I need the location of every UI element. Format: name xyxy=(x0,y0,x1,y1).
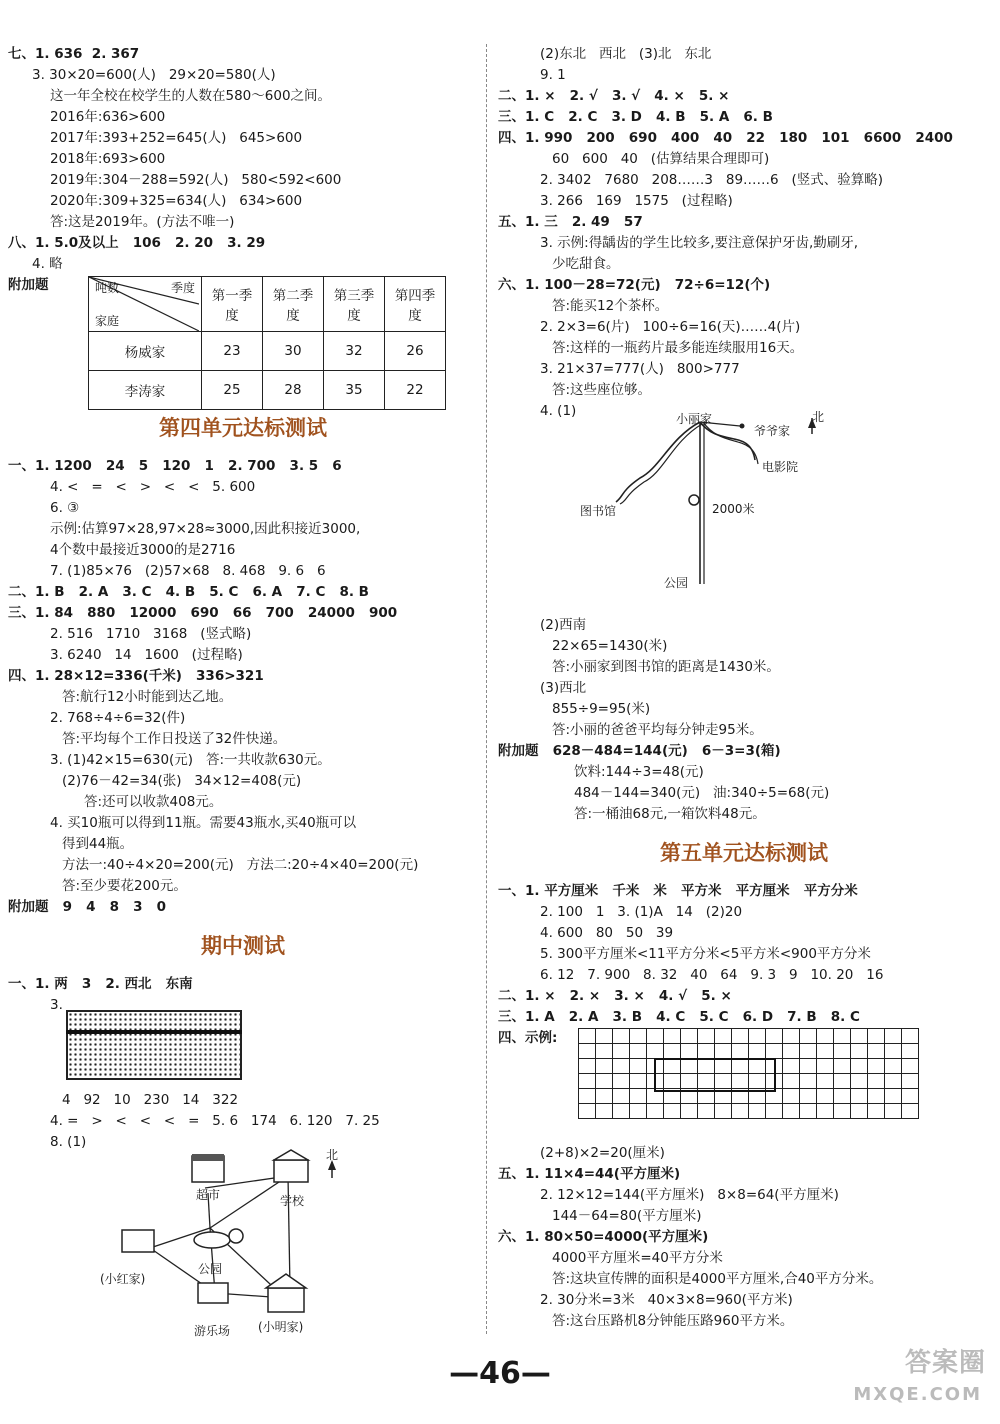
map-label-playground: 游乐场 xyxy=(194,1324,231,1338)
answer-line: 得到44瓶。 xyxy=(62,836,134,852)
answer-line: 附加题 9 4 8 3 0 xyxy=(8,899,166,915)
school-icon xyxy=(274,1160,308,1182)
answer-line: 4. (1) xyxy=(540,403,577,419)
answer-line: 二、1. B 2. A 3. C 4. B 5. C 6. A 7. C 8. B xyxy=(8,584,369,600)
answer-line: 五、1. 三 2. 49 57 xyxy=(498,214,643,230)
park-tree-icon xyxy=(229,1229,243,1243)
map-label-cinema: 电影院 xyxy=(762,460,799,474)
answer-line: 3. (1)42×15=630(元) 答:一共收款630元。 xyxy=(50,752,331,768)
left-column xyxy=(8,44,478,1153)
answer-line: 484－144=340(元) 油:340÷5=68(元) xyxy=(574,785,830,801)
header-tons: 吨数 xyxy=(95,281,120,295)
answer-line: 答:一桶油68元,一箱饮料48元。 xyxy=(574,806,766,822)
answer-line: 答:航行12小时能到达乙地。 xyxy=(62,689,233,705)
map-label-north: 北 xyxy=(812,410,825,424)
table-cell: 26 xyxy=(385,332,446,371)
house-icon xyxy=(122,1230,154,1252)
answer-line: 答:这些座位够。 xyxy=(552,382,652,398)
answer-line: 四、1. 990 200 690 400 40 22 180 101 6600 2400 xyxy=(498,130,953,146)
table-cell: 30 xyxy=(263,332,324,371)
answer-line: 4个数中最接近3000的是2716 xyxy=(50,542,236,558)
answer-line: 3. 示例:得龋齿的学生比较多,要注意保护牙齿,勤刷牙, xyxy=(540,235,859,251)
answer-line: 8. (1) xyxy=(50,1134,87,1150)
answer-line: 饮料:144÷3=48(元) xyxy=(574,764,704,780)
answer-line: 三、1. C 2. C 3. D 4. B 5. A 6. B xyxy=(498,109,773,125)
map-label-north: 北 xyxy=(326,1148,339,1162)
answer-line: 一、1. 平方厘米 千米 米 平方米 平方厘米 平方分米 xyxy=(498,883,858,899)
watermark-logo: 答案圈 xyxy=(904,1348,986,1378)
header-season: 季度 xyxy=(170,281,195,295)
answer-line: 答:这块宣传牌的面积是4000平方厘米,合40平方分米。 xyxy=(552,1271,883,1287)
table-cell: 23 xyxy=(202,332,263,371)
map-label-park: 公园 xyxy=(664,576,689,590)
map-label-school: 学校 xyxy=(280,1194,305,1208)
location-marker xyxy=(689,495,699,505)
house-icon xyxy=(268,1288,304,1312)
answer-line: 答:这样的一瓶药片最多能连续服用16天。 xyxy=(552,340,804,356)
answer-line: 方法一:40÷4×20=200(元) 方法二:20÷4×40=200(元) xyxy=(62,857,419,873)
answer-line: 2. 2×3=6(片) 100÷6=16(天)……4(片) xyxy=(540,319,801,335)
answer-line: 三、1. 84 880 12000 690 66 700 24000 900 xyxy=(8,605,398,621)
column-header: 第二季度 xyxy=(263,277,324,332)
answer-line: 2018年:693>600 xyxy=(50,151,166,167)
right-column xyxy=(498,44,990,1332)
answer-line: 2020年:309+325=634(人) 634>600 xyxy=(50,193,303,209)
answer-line: 2019年:304－288=592(人) 580<592<600 xyxy=(50,172,342,188)
dot-grid-figure xyxy=(66,1010,242,1080)
table-cell: 22 xyxy=(385,371,446,410)
answer-line: 2017年:393+252=645(人) 645>600 xyxy=(50,130,303,146)
answer-line: 四、示例: xyxy=(498,1030,558,1046)
answer-line: 4. 略 xyxy=(32,256,63,272)
answer-line: 2. 12×12=144(平方厘米) 8×8=64(平方厘米) xyxy=(540,1187,839,1203)
answer-line: 一、1. 两 3 2. 西北 东南 xyxy=(8,976,193,992)
map-label-distance: 2000米 xyxy=(712,502,755,516)
table-cell: 35 xyxy=(324,371,385,410)
answer-line: (2)76－42=34(张) 34×12=408(元) xyxy=(62,773,302,789)
answer-line: 7. (1)85×76 (2)57×68 8. 468 9. 6 6 xyxy=(50,563,326,579)
answer-line: 五、1. 11×4=44(平方厘米) xyxy=(498,1166,681,1182)
map-label-grandpa-home: 爷爷家 xyxy=(754,424,791,438)
supermarket-roof xyxy=(192,1154,224,1161)
column-header: 第四季度 xyxy=(385,277,446,332)
column-header: 第一季度 xyxy=(202,277,263,332)
watermark-url: MXQE.COM xyxy=(853,1384,982,1405)
answer-line: 2. 100 1 3. (1)A 14 (2)20 xyxy=(540,904,743,920)
answer-line: (2)东北 西北 (3)北 东北 xyxy=(540,46,712,62)
map-label-park: 公园 xyxy=(198,1262,223,1276)
answer-line: 4. < = < > < < 5. 600 xyxy=(50,479,256,495)
answer-line: 六、1. 100－28=72(元) 72÷6=12(个) xyxy=(498,277,771,293)
section-title-unit4: 第四单元达标测试 xyxy=(159,415,327,440)
answer-line: 2016年:636>600 xyxy=(50,109,166,125)
answer-line: 示例:估算97×28,97×28≈3000,因此积接近3000, xyxy=(50,521,361,537)
map-label-xiaoli-home: 小丽家 xyxy=(676,412,713,426)
answer-line: 一、1. 1200 24 5 120 1 2. 700 3. 5 6 xyxy=(8,458,342,474)
map-label-supermarket: 超市 xyxy=(196,1188,221,1202)
house-roof xyxy=(266,1274,306,1288)
answer-line: 22×65=1430(米) xyxy=(552,638,668,654)
answer-line: 9. 1 xyxy=(540,67,566,83)
midterm-map-figure xyxy=(100,1148,340,1344)
answer-line: 4000平方厘米=40平方分米 xyxy=(552,1250,723,1266)
grid-divider-line xyxy=(66,1030,242,1034)
answer-line: 答:还可以收款408元。 xyxy=(84,794,223,810)
water-usage-table xyxy=(88,276,446,410)
answer-line: 2. 516 1710 3168 (竖式略) xyxy=(50,626,252,642)
answer-line: 3. 21×37=777(人) 800>777 xyxy=(540,361,740,377)
answer-line: 4. = > < < < = 5. 6 174 6. 120 7. 25 xyxy=(50,1113,380,1129)
map-label-xiaohong: (小红家) xyxy=(100,1272,146,1286)
answer-line: 附加题 628－484=144(元) 6－3=3(箱) xyxy=(498,743,781,759)
map-label-xiaoming: (小明家) xyxy=(258,1320,304,1334)
answer-line: 七、1. 636 2. 367 xyxy=(8,46,140,62)
map-label-library: 图书馆 xyxy=(580,504,617,518)
answer-line: 4 92 10 230 14 322 xyxy=(62,1092,239,1108)
playground-icon xyxy=(198,1283,228,1303)
answer-line: 5. 300平方厘米<11平方分米<5平方米<900平方分米 xyxy=(540,946,871,962)
answer-line: 这一年全校在校学生的人数在580～600之间。 xyxy=(50,88,332,104)
row-label: 李涛家 xyxy=(89,371,202,410)
answer-line: 60 600 40 (估算结果合理即可) xyxy=(552,151,770,167)
bonus-label: 附加题 xyxy=(8,277,49,293)
column-divider xyxy=(486,44,487,1334)
answer-line: 四、1. 28×12=336(千米) 336>321 xyxy=(8,668,264,684)
park-fountain-icon xyxy=(194,1232,230,1248)
answer-line: 答:至少要花200元。 xyxy=(62,878,187,894)
table-cell: 32 xyxy=(324,332,385,371)
column-header: 第三季度 xyxy=(324,277,385,332)
answer-line: 3. xyxy=(50,997,63,1013)
header-family: 家庭 xyxy=(95,314,120,328)
answer-line: 答:这是2019年。(方法不唯一) xyxy=(50,214,235,230)
answer-line: 二、1. × 2. × 3. × 4. √ 5. × xyxy=(498,988,732,1004)
table-row xyxy=(89,332,446,371)
answer-line: 答:这台压路机8分钟能压路960平方米。 xyxy=(552,1313,794,1329)
answer-line: (3)西北 xyxy=(540,680,587,696)
section-title-unit5: 第五单元达标测试 xyxy=(660,840,828,865)
answer-line: 6. 12 7. 900 8. 32 40 64 9. 3 9 10. 20 16 xyxy=(540,967,884,983)
page-number: —46— xyxy=(449,1356,551,1391)
row-label: 杨威家 xyxy=(89,332,202,371)
section-title-midterm: 期中测试 xyxy=(201,933,285,958)
answer-line: 八、1. 5.0及以上 106 2. 20 3. 29 xyxy=(8,235,266,251)
answer-line: 2. 30分米=3米 40×3×8=960(平方米) xyxy=(540,1292,793,1308)
answer-line: 3. 266 169 1575 (过程略) xyxy=(540,193,733,209)
answer-line: 二、1. × 2. √ 3. √ 4. × 5. × xyxy=(498,88,730,104)
answer-line: 六、1. 80×50=4000(平方厘米) xyxy=(498,1229,709,1245)
answer-line: 4. 600 80 50 39 xyxy=(540,925,674,941)
answer-line: 答:小丽的爸爸平均每分钟走95米。 xyxy=(552,722,763,738)
rectangle-shape xyxy=(654,1058,776,1092)
table-row xyxy=(89,371,446,410)
answer-line: 答:平均每个工作日投送了32件快递。 xyxy=(62,731,287,747)
table-cell: 25 xyxy=(202,371,263,410)
answer-line: (2)西南 xyxy=(540,617,587,633)
answer-line: 三、1. A 2. A 3. B 4. C 5. C 6. D 7. B 8. C xyxy=(498,1009,860,1025)
answer-line: 答:能买12个茶杯。 xyxy=(552,298,669,314)
table-corner-header xyxy=(89,277,202,332)
answer-line: 3. 30×20=600(人) 29×20=580(人) xyxy=(32,67,276,83)
answer-line: 2. 3402 7680 208……3 89……6 (竖式、验算略) xyxy=(540,172,884,188)
answer-line: 少吃甜食。 xyxy=(552,256,620,272)
answer-line: 2. 768÷4÷6=32(件) xyxy=(50,710,186,726)
answer-line: 答:小丽家到图书馆的距离是1430米。 xyxy=(552,659,780,675)
answer-line: (2+8)×2=20(厘米) xyxy=(540,1145,665,1161)
answer-line: 6. ③ xyxy=(50,500,80,516)
answer-line: 855÷9=95(米) xyxy=(552,701,651,717)
answer-line: 3. 6240 14 1600 (过程略) xyxy=(50,647,243,663)
school-roof xyxy=(274,1150,308,1160)
table-cell: 28 xyxy=(263,371,324,410)
answer-line: 4. 买10瓶可以得到11瓶。需要43瓶水,买40瓶可以 xyxy=(50,815,357,831)
answer-line: 144－64=80(平方厘米) xyxy=(552,1208,702,1224)
